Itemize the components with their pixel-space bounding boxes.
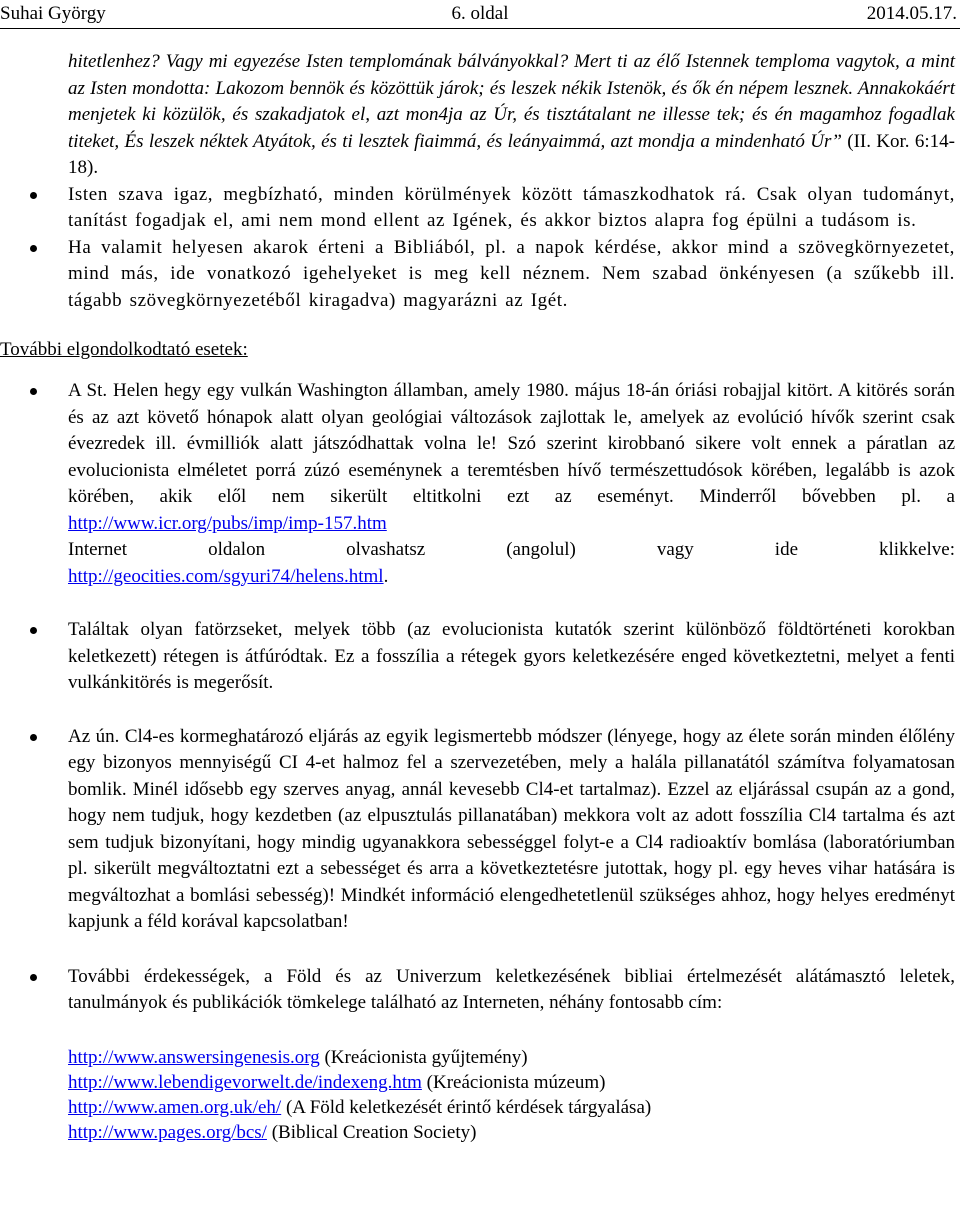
intro-quote-paragraph [68, 49, 955, 182]
conclusion-list [0, 182, 955, 315]
fossils-list [0, 617, 955, 697]
list-item [0, 235, 955, 315]
header-author: Suhai György [0, 3, 106, 24]
lebendigevorwelt-link[interactable]: http://www.lebendigevorwelt.de/indexeng.htm [68, 1071, 422, 1093]
further-list [0, 964, 955, 1017]
list-item-st-helens: A St. Helen hegy egy vulkán Washington államban, amely 1980. május 18-án óriási robajjal kitört. A kitörés során és az azt követő hónapok alatt olyan geológiai változások zajlottak le, amelyek az evolúció hívők szerint csak évezredek ill. évmilliók alatt játszódhattak volna le! Szó szerint kirobbanó sikere volt ennek a páratlan az evolucionista elméletet porrá zúzó eseménynek a teremtésben hívő természettudósok körében, legalább is azok körében, akik elől nem sikerült eltitkolni ezt az eseményt. Minderről bővebben pl. a http://www.icr.org/pubs/imp/imp-157.htm Internet oldalon olvashatsz (angolul) vagy ide klikkelve: http://geocities.com/sgyuri74/helens.html. [0, 378, 955, 590]
link-row: http://www.lebendigevorwelt.de/indexeng.htm (Kreácionista múzeum) [68, 1071, 606, 1093]
c14-list [0, 724, 955, 936]
geocities-link[interactable]: http://geocities.com/sgyuri74/helens.html [68, 565, 384, 587]
list-item-text: Ha valamit helyesen akarok érteni a Bibliából, pl. a napok kérdése, akkor mind a szövegkörnyezetet, mind más, ide vonatkozó igehelyeket is meg kell néznem. Nem szabad önkényesen (a szűkebb ill. tágabb szövegkörnyezetéből kiragadva) magyarázni az Igét. [68, 236, 955, 311]
link-row: http://www.amen.org.uk/eh/ (A Föld keletkezését érintő kérdések tárgyalása) [68, 1096, 652, 1118]
scripture-quote: hitetlenhez? Vagy mi egyezése Isten templomának bálványokkal? Mert ti az élő Istennek temploma vagytok, a mint az Isten mondotta: Lakozom bennök és közöttük járok; és leszek nékik Istenök, és ők én népem lesznek. Annakokáért menjetek ki közülök, és szakadjatok el, azt mon4ja az Úr, és tisztátalant ne illesse tek; és én magamhoz fogadlak titeket, És leszek néktek Atyátok, és ti lesztek fiaimmá, és leányaimmá, azt mondja a mindenható Úr” [68, 51, 955, 152]
header-rule [0, 28, 960, 29]
document-body [0, 49, 955, 1145]
list-item-c14: Az ún. Cl4-es kormeghatározó eljárás az egyik legismertebb módszer (lényege, hogy az élete során minden élőlény egy bizonyos mennyiségű CI 4-et halmoz fel a szervezetében, mely a halála pillanatától számítva folyamatosan bomlik. Minél idősebb egy szerves anyag, annál kevesebb Cl4-et tartalmaz). Ezzel az eljárással csupán az a gond, hogy nem tudjuk, hogy kezdetben (az elpusztulás pillanatában) mekkora volt az adott fosszília Cl4 tartalma és azt sem tudjuk bizonyítani, hogy mindig ugyanakkora sebességgel folyt-e a Cl4 radioaktív bomlása (laboratóriumban pl. sikerült megváltoztatni ezt a sebességet és arra a következtetésre jutottak, hogy pl. egy heves vihar hatására is megváltozhat a bomlási sebesség)! Mindkét információ elengedhetetlenül szükséges ahhoz, hogy helyes eredményt kapjunk a féld korával kapcsolatban! [0, 724, 955, 936]
scripture-reference: (II. Kor. 6:14-18). [68, 130, 955, 178]
list-item [0, 182, 955, 235]
list-item-further: További érdekességek, a Föld és az Univerzum keletkezésének bibliai értelmezését alátámasztó leletek, tanulmányok és publikációk tömkelege található az Interneten, néhány fontosabb cím: [0, 964, 955, 1017]
section-title: További elgondolkodtató esetek: [0, 339, 248, 360]
page-header [0, 2, 960, 26]
header-date: 2014.05.17. [866, 3, 957, 24]
link-list [0, 1045, 955, 1145]
pages-bcs-link[interactable]: http://www.pages.org/bcs/ [68, 1121, 267, 1143]
link-row: http://www.answersingenesis.org (Kreácionista gyűjtemény) [68, 1046, 528, 1068]
st-helens-continuation: Internet oldalon olvashatsz (angolul) vagy ide klikkelve: [68, 539, 955, 560]
answersingenesis-link[interactable]: http://www.answersingenesis.org [68, 1046, 320, 1068]
header-page-number: 6. oldal [451, 3, 509, 24]
link-row: http://www.pages.org/bcs/ (Biblical Creation Society) [68, 1121, 477, 1143]
icr-link[interactable]: http://www.icr.org/pubs/imp/imp-157.htm [68, 512, 387, 534]
cases-list [0, 378, 955, 590]
list-item-text: Isten szava igaz, megbízható, minden körülmények között támaszkodhatok rá. Csak olyan tudományt, tanítást fogadjak el, ami nem mond ellent az Igének, és akkor biztos alapra fog épülni a tudásom is. [68, 183, 955, 231]
amen-link[interactable]: http://www.amen.org.uk/eh/ [68, 1096, 282, 1118]
list-item-fossils: Találtak olyan fatörzseket, melyek több (az evolucionista kutatók szerint különböző földtörténeti korokban keletkezett) rétegen is átfúródtak. Ez a fosszília a rétegek gyors keletkezésére enged következtetni, melyet a fenti vulkánkitörés is megerősít. [0, 617, 955, 697]
